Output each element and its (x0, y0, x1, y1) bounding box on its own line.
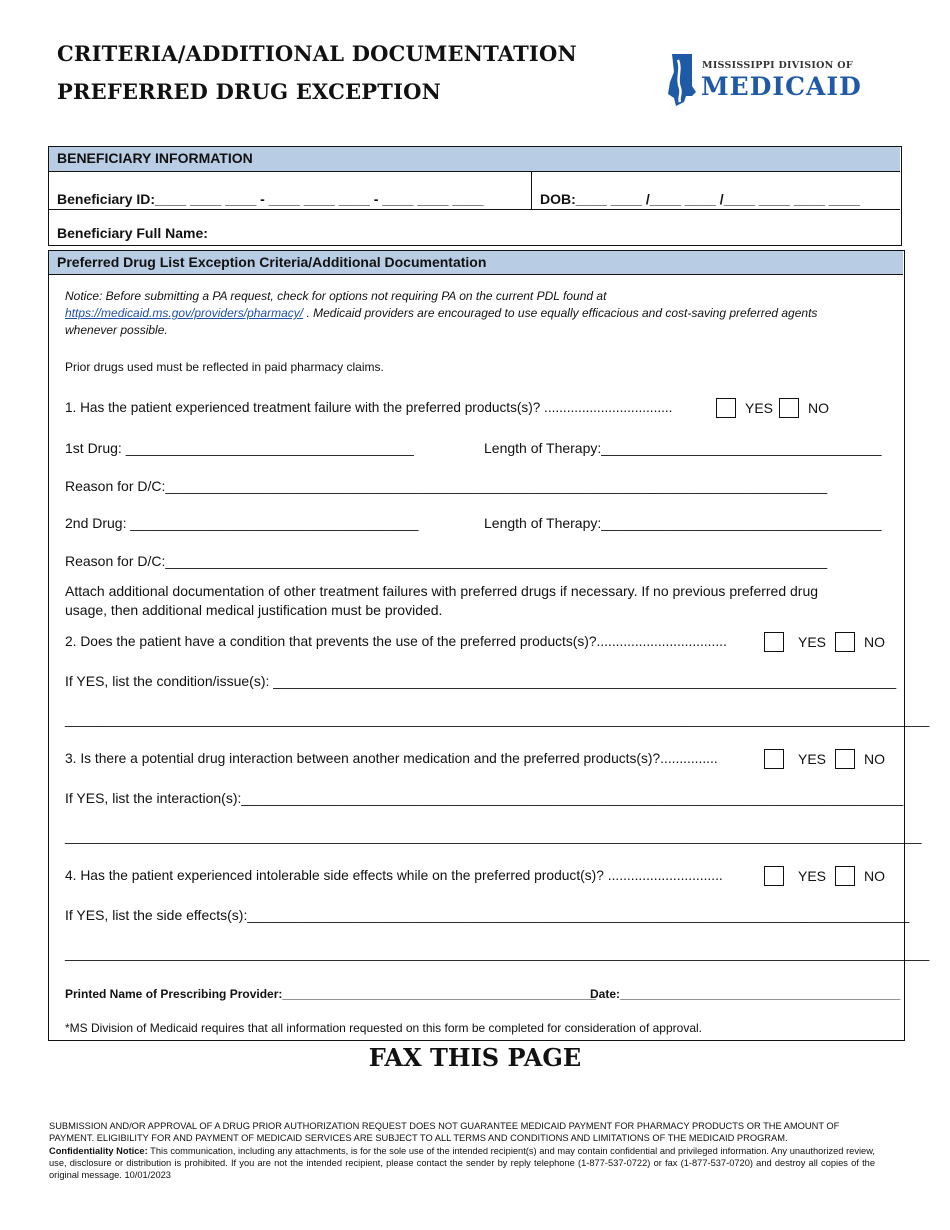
footer-confidentiality (49, 1145, 875, 1181)
q2-extra-line[interactable]: _______________________________________________________________________________________________________________ (65, 711, 930, 727)
beneficiary-section (48, 146, 902, 246)
q3-yes-checkbox[interactable] (764, 749, 784, 769)
form-title-line2: PREFERRED DRUG EXCEPTION (57, 79, 441, 104)
confidentiality-text: This communication, including any attachments, is for the sole use of the intended recipient(s) and may contain confidential and privileged information. Any unauthorized review, use, disclosure or distribution is prohibited. If you are not the intended recipient, please contact the sender by reply telephone (1-877-537-0722) or fax (1-877-537-0720) and destroy all copies of the original message. 10/01/2023 (49, 1146, 876, 1180)
q1-no-checkbox[interactable] (779, 398, 799, 418)
notice-line3: whenever possible. (65, 323, 168, 337)
q3-extra-line[interactable]: ______________________________________________________________________________________________________________ (65, 828, 922, 844)
attach-note-line1: Attach additional documentation of other treatment failures with preferred drugs if necessary. If no previous preferred drug (65, 583, 819, 599)
second-drug-field[interactable]: 2nd Drug: _____________________________________ (65, 515, 419, 531)
q4-no-label: NO (864, 868, 885, 884)
question-4: 4. Has the patient experienced intolerable side effects while on the preferred product(s)? .............................. (65, 868, 723, 883)
q2-no-checkbox[interactable] (835, 632, 855, 652)
question-1: 1. Has the patient experienced treatment failure with the preferred products(s)? .................................. (65, 400, 673, 415)
q3-yes-label: YES (798, 751, 827, 767)
attach-note-line2: usage, then additional medical justification must be provided. (65, 602, 443, 618)
question-2: 2. Does the patient have a condition that prevents the use of the preferred products(s)?.................................. (65, 634, 727, 649)
question-3: 3. Is there a potential drug interaction between another medication and the preferred products(s)?............... (65, 751, 718, 766)
criteria-section-header: Preferred Drug List Exception Criteria/Additional Documentation (49, 251, 903, 275)
second-length-field[interactable]: Length of Therapy:____________________________________ (484, 515, 882, 531)
q3-interaction-field[interactable]: If YES, list the interaction(s):_____________________________________________________________________________________ (65, 790, 904, 806)
requirement-note: *MS Division of Medicaid requires that all information requested on this form be completed for consideration of approval. (65, 1021, 702, 1035)
footer-disclaimer: SUBMISSION AND/OR APPROVAL OF A DRUG PRIOR AUTHORIZATION REQUEST DOES NOT GUARANTEE MEDICAID PAYMENT FOR PHARMACY PRODUCTS OR THE AMOUNT OF PAYMENT. ELIGIBILITY FOR AND PAYMENT OF MEDICAID SERVICES ARE SUBJECT TO ALL TERMS AND CONDITIONS AND LIMITATIONS OF THE MEDICAID PROGRAM. (49, 1121, 840, 1143)
q4-side-effects-field[interactable]: If YES, list the side effects(s):_____________________________________________________________________________________ (65, 907, 910, 923)
logo-main-text: MEDICAID (701, 72, 862, 101)
prior-drugs-note: Prior drugs used must be reflected in paid pharmacy claims. (65, 360, 384, 374)
mississippi-state-icon (662, 52, 704, 108)
q2-condition-field[interactable]: If YES, list the condition/issue(s): ________________________________________________________________________________ (65, 673, 897, 689)
first-reason-field[interactable]: Reason for D/C:_____________________________________________________________________________________ (65, 478, 828, 494)
q4-yes-checkbox[interactable] (764, 866, 784, 886)
first-drug-field[interactable]: 1st Drug: _____________________________________ (65, 440, 414, 456)
q2-no-label: NO (864, 634, 885, 650)
beneficiary-id-field[interactable]: Beneficiary ID:____ ____ ____ - ____ ____ ____ - ____ ____ ____ (57, 191, 484, 207)
logo-top-text: MISSISSIPPI DIVISION OF (702, 60, 853, 71)
q2-yes-label: YES (798, 634, 827, 650)
q4-yes-label: YES (798, 868, 827, 884)
q1-yes-label: YES (745, 400, 774, 416)
notice-line1: Notice: Before submitting a PA request, check for options not requiring PA on the current PDL found at (65, 289, 607, 303)
beneficiary-name-field[interactable]: Beneficiary Full Name: (57, 225, 208, 241)
beneficiary-section-header: BENEFICIARY INFORMATION (49, 147, 900, 172)
notice-line2 (65, 306, 817, 320)
medicaid-logo (662, 52, 862, 108)
q4-no-checkbox[interactable] (835, 866, 855, 886)
q4-extra-line[interactable]: _______________________________________________________________________________________________________________ (65, 945, 930, 961)
q1-yes-checkbox[interactable] (716, 398, 736, 418)
notice-line2-rest: . Medicaid providers are encouraged to use equally efficacious and cost-saving preferred agents (303, 306, 818, 320)
pdl-link[interactable]: https://medicaid.ms.gov/providers/pharmacy/ (65, 306, 304, 320)
q2-yes-checkbox[interactable] (764, 632, 784, 652)
form-title-line1: CRITERIA/ADDITIONAL DOCUMENTATION (57, 41, 577, 66)
provider-name-field[interactable]: Printed Name of Prescribing Provider:_______________________________________________ (65, 987, 597, 1001)
date-field[interactable]: Date:__________________________________________ (590, 987, 901, 1001)
second-reason-field[interactable]: Reason for D/C:_____________________________________________________________________________________ (65, 553, 828, 569)
dob-field[interactable]: DOB:____ ____ /____ ____ /____ ____ ____ ____ (540, 191, 860, 207)
q3-no-label: NO (864, 751, 885, 767)
q3-no-checkbox[interactable] (835, 749, 855, 769)
q1-no-label: NO (808, 400, 829, 416)
fax-this-page-heading: FAX THIS PAGE (368, 1043, 582, 1072)
confidentiality-label: Confidentiality Notice: (49, 1146, 148, 1156)
first-length-field[interactable]: Length of Therapy:____________________________________ (484, 440, 882, 456)
